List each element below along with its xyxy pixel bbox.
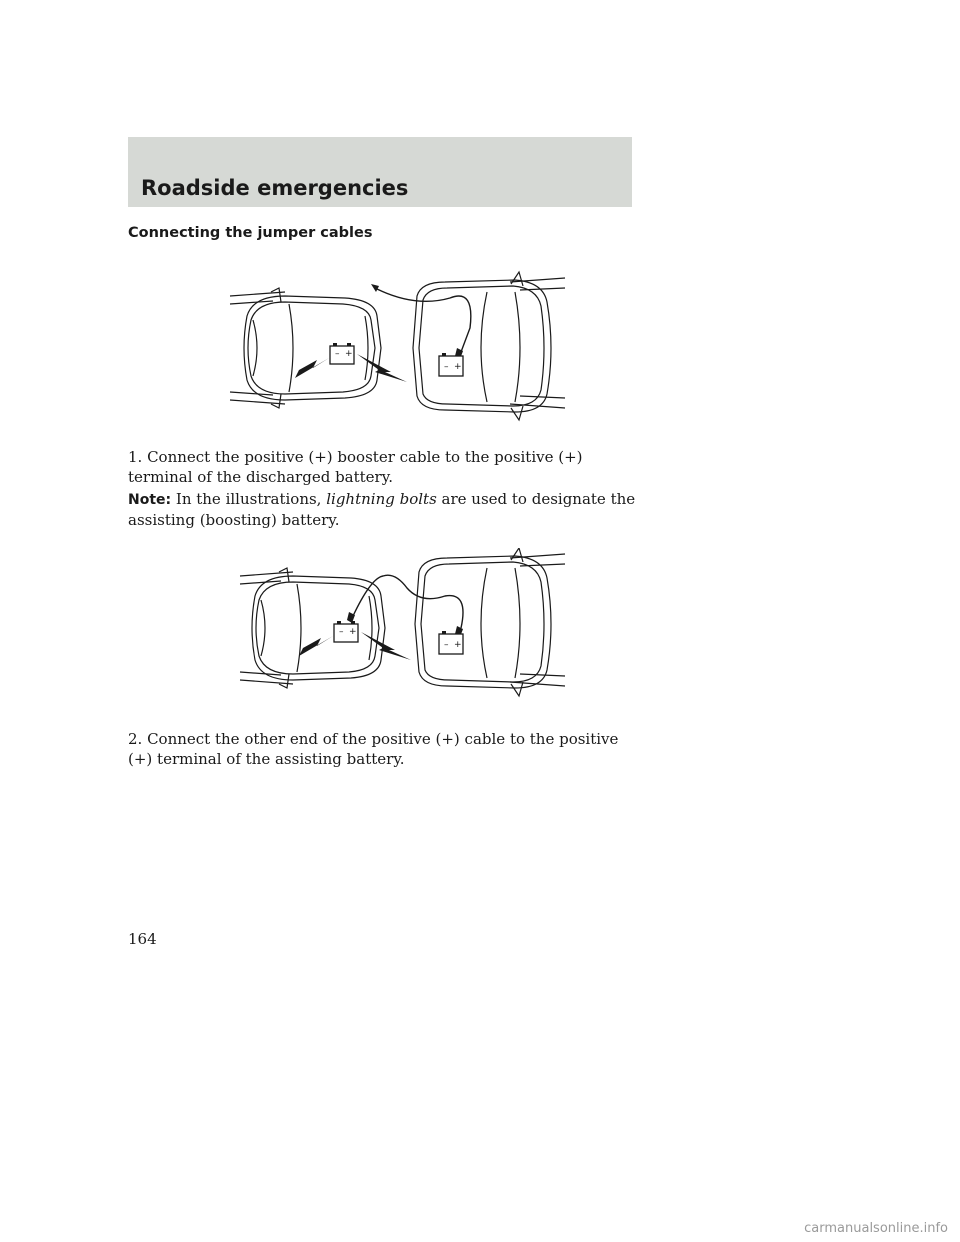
- lightning-bolt-icon: [357, 354, 407, 382]
- step-2-text: 2. Connect the other end of the positive (+) cable to the positive (+) terminal of the assisting battery.: [128, 730, 619, 768]
- illustration-step-2: [225, 548, 570, 708]
- battery-plus-label: +: [454, 362, 462, 372]
- footer-watermark: carmanualsonline.info: [804, 1221, 948, 1236]
- discharged-battery-icon: [439, 353, 463, 376]
- battery-minus-label: –: [335, 349, 340, 359]
- assisting-battery-icon: [334, 621, 358, 642]
- battery-minus-label: –: [444, 362, 449, 372]
- note-text-before: In the illustrations,: [171, 490, 327, 508]
- note-text-after: are used to designate the assisting (boosting) battery.: [128, 490, 636, 529]
- right-car-illustration: [413, 272, 565, 420]
- lightning-bolt-icon: [361, 632, 411, 660]
- right-car-illustration: [415, 548, 565, 696]
- battery-minus-label: –: [444, 640, 449, 650]
- battery-plus-label: +: [454, 640, 462, 650]
- page-number: 164: [128, 930, 157, 948]
- page-header-title: Roadside emergencies: [141, 176, 409, 200]
- lightning-bolt-icon: [281, 358, 329, 380]
- discharged-battery-icon: [439, 631, 463, 654]
- left-car-illustration: [240, 568, 385, 688]
- battery-minus-label: –: [339, 627, 344, 637]
- step-1-text: 1. Connect the positive (+) booster cable to the positive (+) terminal of the discharged battery.: [128, 448, 583, 486]
- note-paragraph: [128, 489, 638, 530]
- note-emphasis: lightning bolts: [326, 490, 437, 508]
- section-heading: Connecting the jumper cables: [128, 225, 373, 241]
- assisting-battery-icon: [330, 343, 354, 364]
- left-car-illustration: [230, 288, 381, 408]
- battery-plus-label: +: [349, 627, 357, 637]
- lightning-bolt-icon: [285, 636, 333, 658]
- note-label: Note:: [128, 492, 172, 508]
- illustration-step-1: [225, 268, 570, 428]
- battery-plus-label: +: [345, 349, 353, 359]
